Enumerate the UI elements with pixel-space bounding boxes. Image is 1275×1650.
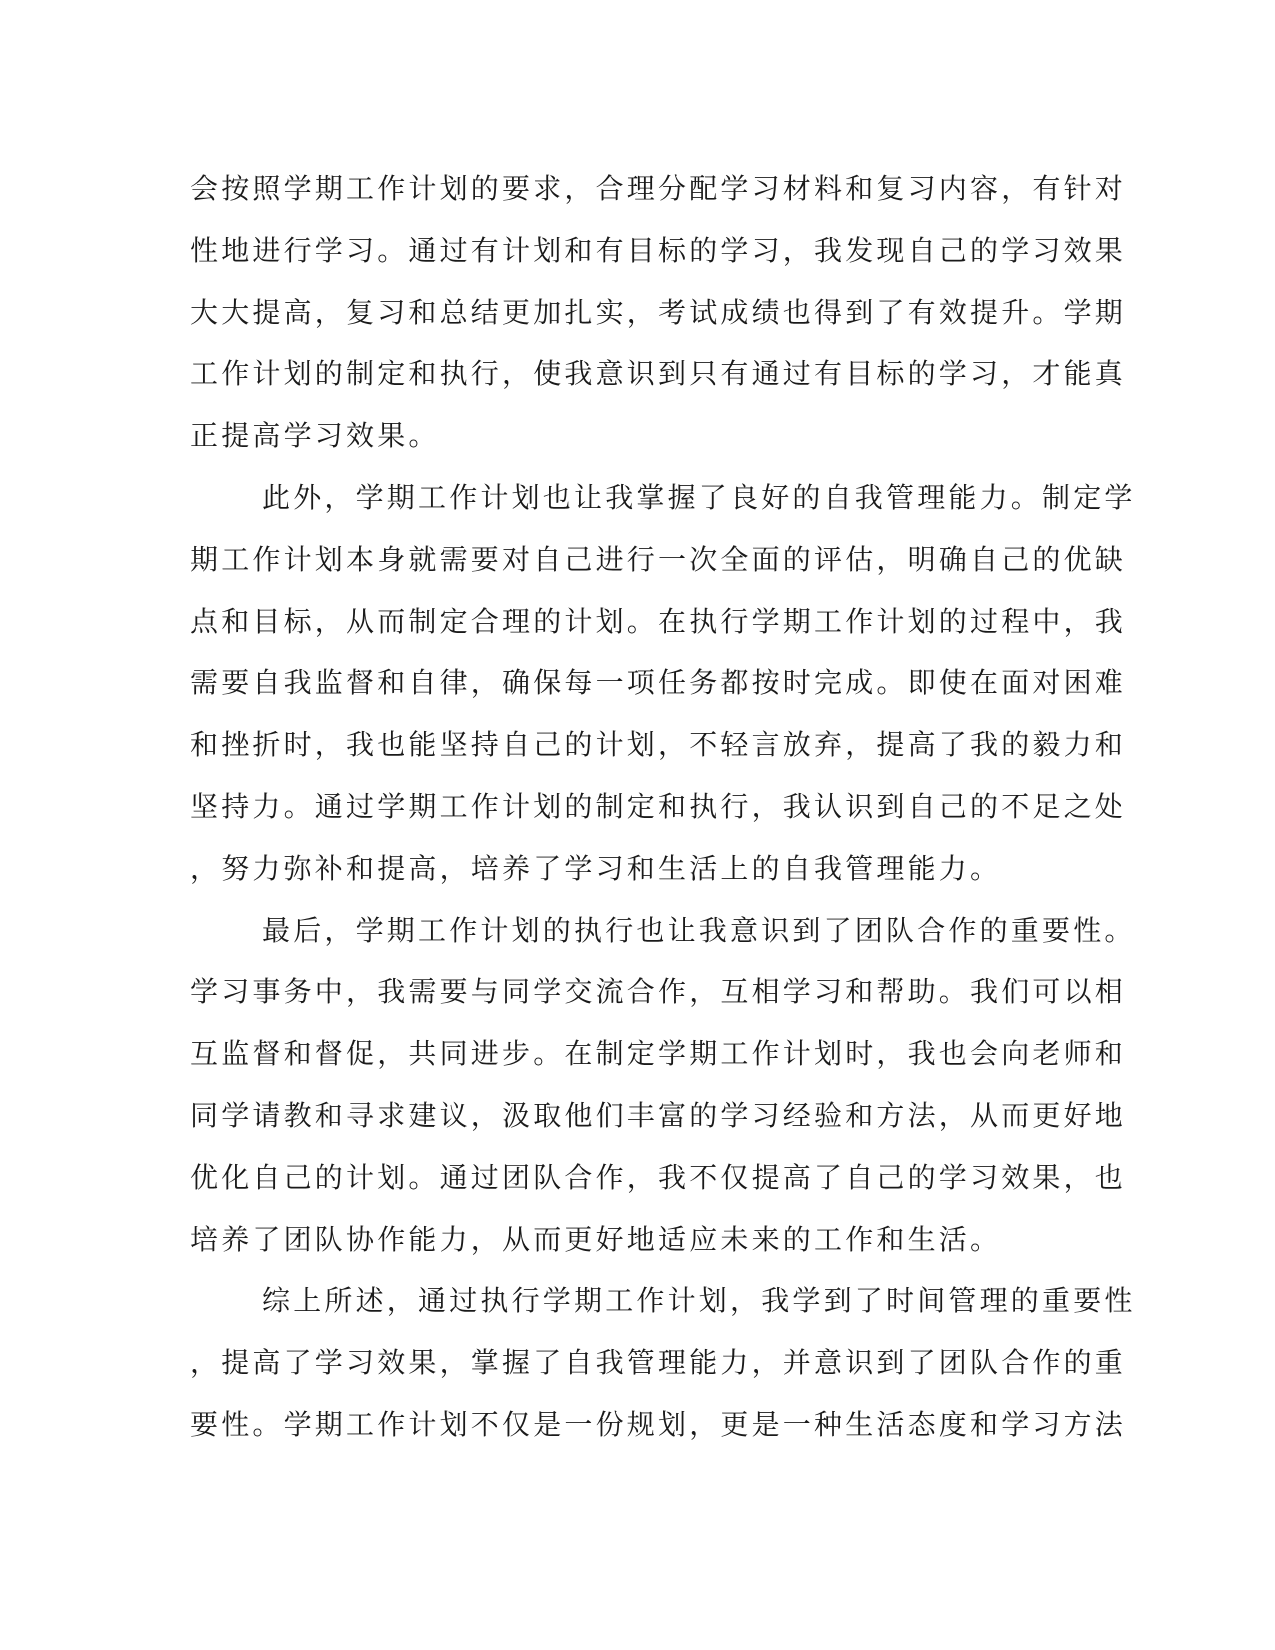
text-line: 正提高学习效果。 [190,419,440,453]
text-line: 同学请教和寻求建议，汲取他们丰富的学习经验和方法，从而更好地 [190,1098,1127,1132]
paragraph-first-line: 综上所述，通过执行学期工作计划，我学到了时间管理的重要性 [262,1284,1136,1318]
text-line: 互监督和督促，共同进步。在制定学期工作计划时，我也会向老师和 [190,1037,1127,1071]
text-line: 点和目标，从而制定合理的计划。在执行学期工作计划的过程中，我 [190,604,1127,638]
document-body [190,158,1136,1456]
text-line: 工作计划的制定和执行，使我意识到只有通过有目标的学习，才能真 [190,357,1127,391]
text-line: 需要自我监督和自律，确保每一项任务都按时完成。即使在面对困难 [190,666,1127,700]
text-line: 大大提高，复习和总结更加扎实，考试成绩也得到了有效提升。学期 [190,295,1127,329]
text-line: 会按照学期工作计划的要求，合理分配学习材料和复习内容，有针对 [190,172,1127,205]
text-line: 和挫折时，我也能坚持自己的计划，不轻言放弃，提高了我的毅力和 [190,728,1127,762]
text-line: 要性。学期工作计划不仅是一份规划，更是一种生活态度和学习方法 [190,1407,1127,1441]
text-line: ，提高了学习效果，掌握了自我管理能力，并意识到了团队合作的重 [190,1346,1127,1380]
text-line: ，努力弥补和提高，培养了学习和生活上的自我管理能力。 [190,851,1002,885]
text-line: 培养了团队协作能力，从而更好地适应未来的工作和生活。 [190,1222,1002,1256]
text-line: 学习事务中，我需要与同学交流合作，互相学习和帮助。我们可以相 [190,975,1127,1009]
text-line: 期工作计划本身就需要对自己进行一次全面的评估，明确自己的优缺 [190,542,1127,576]
paragraph-first-line: 最后，学期工作计划的执行也让我意识到了团队合作的重要性。 [262,913,1136,947]
text-line: 性地进行学习。通过有计划和有目标的学习，我发现自己的学习效果 [190,233,1127,267]
paragraph-first-line: 此外，学期工作计划也让我掌握了良好的自我管理能力。制定学 [262,480,1136,514]
text-line: 优化自己的计划。通过团队合作，我不仅提高了自己的学习效果，也 [190,1160,1127,1194]
text-line: 坚持力。通过学期工作计划的制定和执行，我认识到自己的不足之处 [190,789,1127,823]
